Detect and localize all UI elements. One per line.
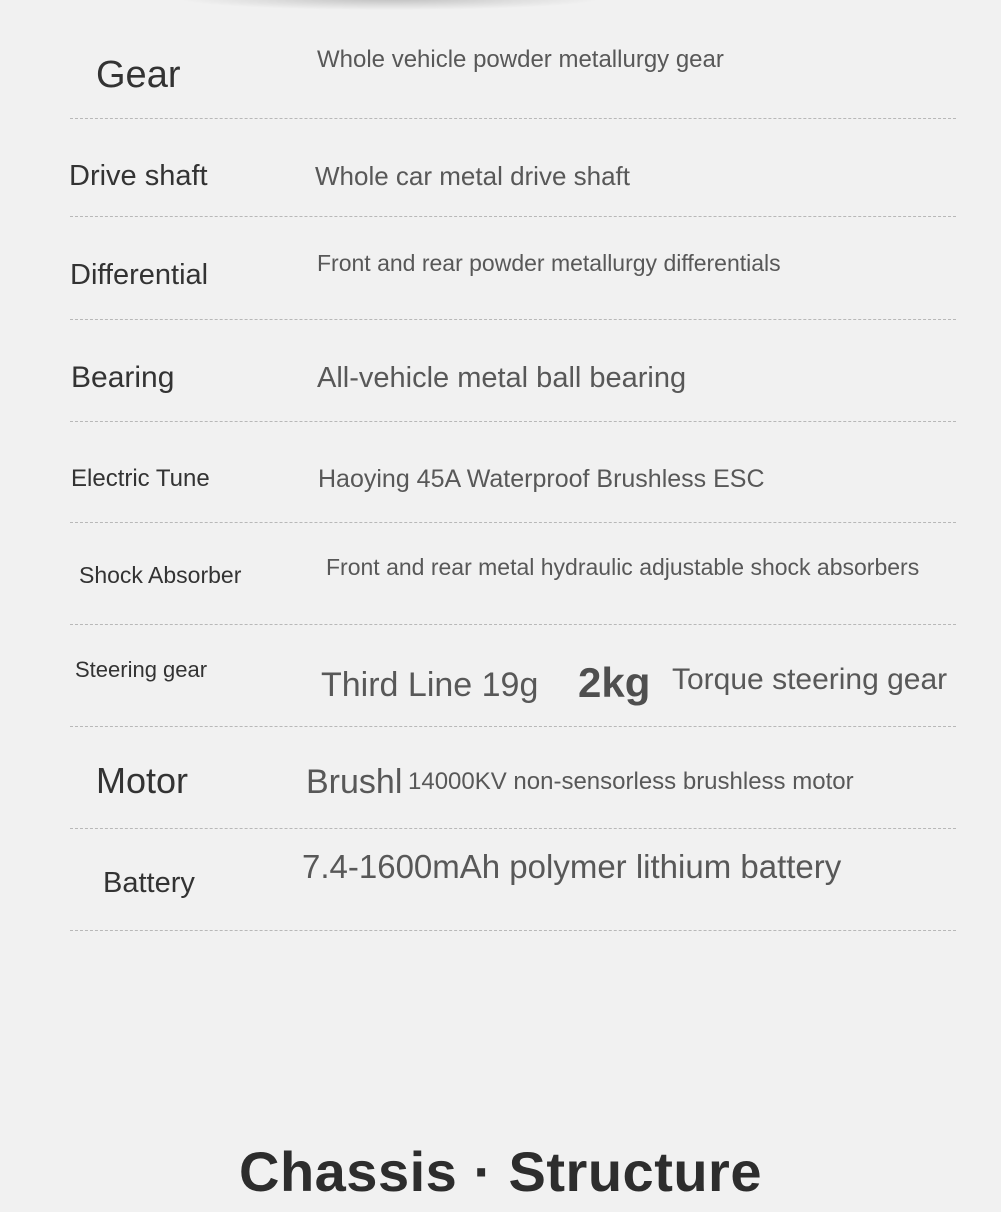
spec-value-differential: Front and rear powder metallurgy differentials	[317, 250, 781, 276]
spec-value-battery: 7.4-1600mAh polymer lithium battery	[302, 848, 842, 885]
spec-value-suffix-motor: 14000KV non-sensorless brushless motor	[408, 768, 854, 795]
divider	[70, 726, 956, 727]
spec-value-gear: Whole vehicle powder metallurgy gear	[317, 46, 724, 73]
divider	[70, 118, 956, 119]
divider	[70, 319, 956, 320]
spec-value-suffix-steering-gear: Torque steering gear	[672, 663, 948, 696]
spec-label-shock-absorber: Shock Absorber	[79, 562, 242, 588]
divider	[70, 624, 956, 625]
spec-value-prefix-steering-gear: Third Line 19g	[321, 666, 539, 704]
spec-label-drive-shaft: Drive shaft	[69, 160, 208, 192]
spec-value-shock-absorber: Front and rear metal hydraulic adjustable shock absorbers	[326, 554, 920, 580]
spec-label-bearing: Bearing	[71, 361, 175, 394]
spec-label-battery: Battery	[103, 867, 195, 899]
divider	[70, 522, 956, 523]
divider	[70, 828, 956, 829]
spec-label-steering-gear: Steering gear	[75, 657, 208, 682]
spec-label-gear: Gear	[96, 54, 181, 96]
spec-value-bearing: All-vehicle metal ball bearing	[317, 362, 687, 394]
spec-value-prefix-motor: Brushl	[306, 763, 403, 801]
spec-label-motor: Motor	[96, 760, 189, 801]
divider	[70, 216, 956, 217]
divider	[70, 421, 956, 422]
spec-value-electric-tune: Haoying 45A Waterproof Brushless ESC	[318, 465, 765, 493]
divider	[70, 930, 956, 931]
spec-value-drive-shaft: Whole car metal drive shaft	[315, 161, 631, 191]
spec-value-highlight-steering-gear: 2kg	[578, 659, 651, 706]
spec-label-electric-tune: Electric Tune	[71, 465, 210, 492]
spec-label-differential: Differential	[70, 259, 209, 291]
page-title: Chassis · Structure	[239, 1139, 762, 1203]
